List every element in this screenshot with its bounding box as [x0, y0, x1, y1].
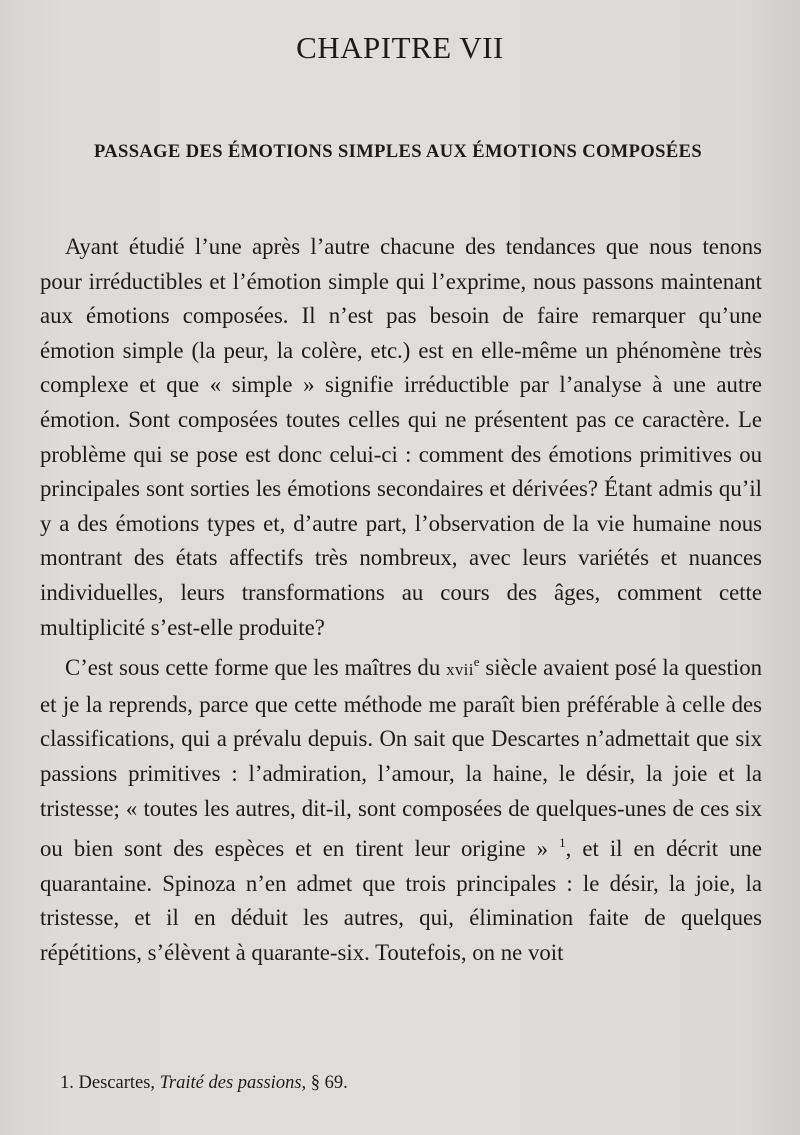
paragraph-2	[40, 645, 762, 970]
paragraph-2-part-a: C’est sous cette forme que les maîtres du	[65, 655, 447, 681]
body-text	[40, 230, 762, 970]
footnote-author: Descartes,	[78, 1073, 156, 1093]
century-superscript: e	[473, 654, 480, 670]
paragraph-2-part-b: siècle avaient posé la question et je la reprends, parce que cette méthode me paraît bien préférable à celle des classifications, qui a prévalu depuis. On sait que Descartes n’admettait que six passions primitives : l’admiration, l’amour, la haine, le désir, la joie et la tristesse; « toutes les autres, dit-il, sont composées de quelques-unes de ces six ou bien sont des espèces et en tirent leur origine »	[40, 655, 762, 862]
paragraph-1: Ayant étudié l’une après l’autre chacune des tendances que nous tenons pour irréductibles et l’émotion simple qui l’exprime, nous passons maintenant aux émotions composées. Il n’est pas besoin de faire remarquer qu’une émotion simple (la peur, la colère, etc.) est en elle-même un phénomène très complexe et que « simple » signifie irréductible par l’analyse à une autre émotion. Sont composées toutes celles qui ne présentent pas ce caractère. Le problème qui se pose est donc celui-ci : comment des émotions primitives ou principales sont sorties les émotions secondaires et dérivées? Étant admis qu’il y a des émotions types et, d’autre part, l’observation de la vie humaine nous montrant des états affectifs très nombreux, avec leurs variétés et nuances individuelles, leurs transformations au cours des âges, comment cette multiplicité s’est-elle produite?	[40, 234, 762, 640]
footnote-ref: § 69.	[310, 1073, 348, 1093]
paragraph-2-part-c: , et il en décrit une quarantaine. Spinoza n’en admet que trois principales : le désir, la joie, la tristesse, et il en déduit les autres, qui, élimination faite de quelques répétitions, s’élèvent à quarante-six. Toutefois, on ne voit	[40, 836, 762, 965]
chapter-title: CHAPITRE VII	[296, 30, 504, 65]
footnote	[60, 1070, 760, 1096]
century-numeral: xvii	[446, 660, 474, 680]
footnote-number: 1.	[60, 1073, 74, 1093]
footnote-reference[interactable]: 1	[559, 835, 566, 851]
footnote-work: Traité des passions,	[159, 1073, 307, 1093]
section-title: PASSAGE DES ÉMOTIONS SIMPLES AUX ÉMOTIONS COMPOSÉES	[93, 142, 703, 162]
